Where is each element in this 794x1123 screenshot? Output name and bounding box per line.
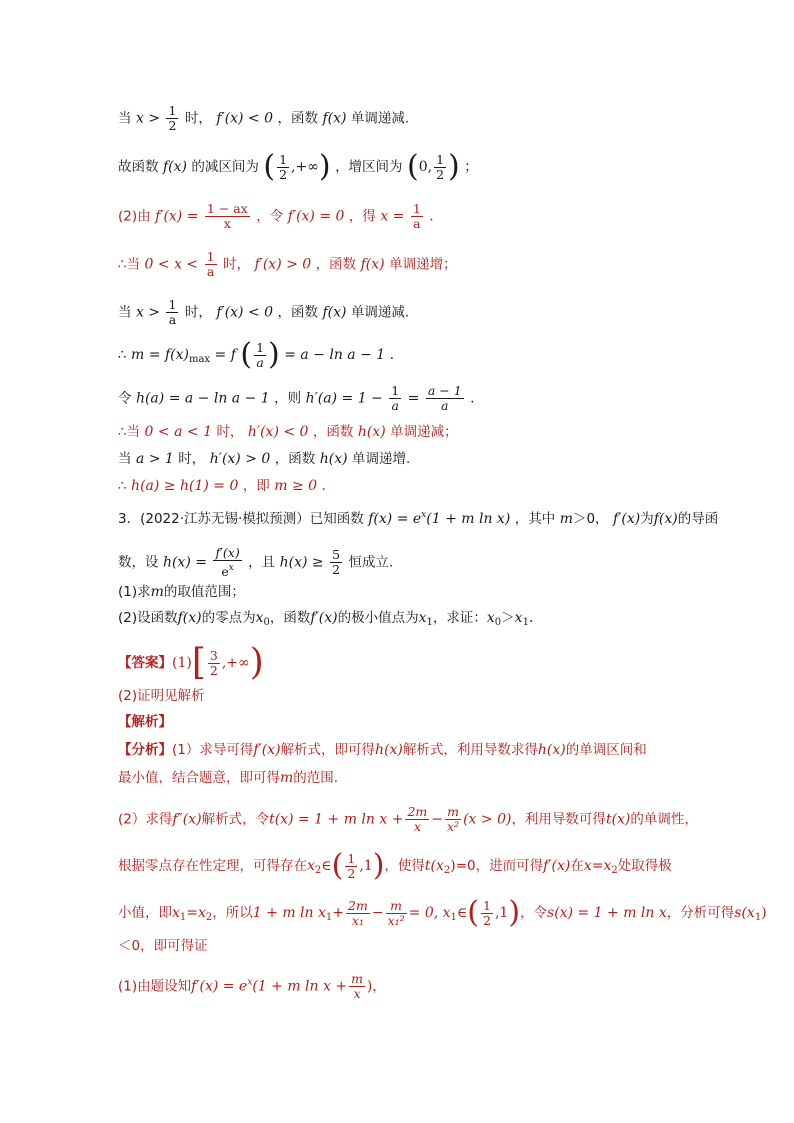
fraction: $\frac{3}{2}$ — [209, 647, 218, 678]
line-14: (2)设函数f(x)的零点为$x_0$，函数f′(x)的极小值点为$x_1$，求证：$x_0>x_1$. — [118, 610, 534, 628]
fraction: $\frac{1}{a}$ — [256, 339, 265, 370]
fraction: $\frac{f'(x)}{e^x}$ — [215, 545, 240, 579]
fraction: $\frac{1 - ax}{x}$ — [206, 201, 248, 231]
fraction: $\frac{1}{a}$ — [391, 383, 400, 413]
fraction: $\frac{1}{a}$ — [168, 297, 177, 327]
fraction: $\frac{1}{2}$ — [168, 103, 177, 133]
line-5: 当 x > $\frac{1}{a}$ 时， f′(x) < 0 ，函数 f(x) 单调递减. — [118, 297, 410, 327]
fraction: $\frac{m}{\text{x²}}$ — [447, 804, 460, 834]
line-3: (2)由 f′(x) = $\frac{1 - ax}{x}$ ，令 f′(x) = 0 ，得 x = $\frac{1}{a}$ . — [118, 201, 434, 231]
fraction: $\frac{1}{2}$ — [436, 151, 445, 182]
line-16: (2)证明见解析 — [118, 688, 205, 704]
line-19: 最小值，结合题意，即可得m的范围. — [118, 770, 339, 786]
line-4: ∴当 0 < x < $\frac{1}{a}$ 时， f′(x) > 0 ，函数 f(x) 单调递增； — [118, 249, 457, 279]
fraction: $\frac{1}{a}$ — [206, 249, 215, 279]
fraction: $\frac{a - 1}{a}$ — [427, 383, 462, 413]
line-7: 令 h(a) = a − ln a − 1 ，则 h′(a) = 1 − $\frac{1}{a}$ = $\frac{a - 1}{a}$ . — [118, 383, 475, 413]
line-2: 故函数 f(x) 的减区间为 ( $\frac{1}{2}$ ,+∞) ，增区间为 (0, $\frac{1}{2}$ ) ； — [118, 149, 478, 184]
line-22: 小值，即$x_1=x_2$，所以1 + m $\ln x_1+$ $\frac{2m}{\text{x₁}}$ − $\frac{m}{\text{x₁²}}$ = 0, $x_1\in$( $\frac{1}{2}$ ,1)，令s(x) = 1 + m ln x，分析可得$s(x_1)$ — [118, 895, 767, 930]
fraction: $\frac{1}{2}$ — [347, 850, 356, 881]
line-9: 当 a > 1 时， h′(x) > 0 ，函数 h(x) 单调递增. — [118, 451, 411, 467]
answer-label: 【答案】 — [118, 655, 172, 671]
fraction: $\frac{m}{x}$ — [351, 971, 363, 1001]
fraction: $\frac{m}{\text{x₁²}}$ — [387, 897, 405, 928]
line-6: ∴ $m = f(x)_{max} = f$ ( $\frac{1}{a}$ ) = a − ln a − 1 . — [118, 337, 395, 372]
line-8: ∴当 0 < a < 1 时， h′(x) < 0 ，函数 h(x) 单调递减； — [118, 424, 458, 440]
fraction: $\frac{2m}{x}$ — [407, 804, 428, 834]
analysis-header: 【解析】 — [118, 714, 172, 730]
fraction: $\frac{2m}{\text{x₁}}$ — [348, 897, 368, 928]
line-24: (1)由题设知$f'(x) = e^x(1 + m$ ln x + $\frac{m}{x}$ )， — [118, 971, 386, 1001]
fraction: $\frac{5}{2}$ — [332, 547, 341, 577]
fraction: $\frac{1}{2}$ — [483, 897, 491, 928]
line-18: 【分析】(1）求导可得f′(x)解析式，即可得h(x)解析式，利用导数求得h(x)的单调区间和 — [118, 742, 647, 758]
answer-line: 【答案】(1)[ $\frac{3}{2}$ ,+∞) — [118, 642, 264, 683]
line-1: 当 x > $\frac{1}{2}$ 时， f′(x) < 0 ，函数 f(x) 单调递减. — [118, 103, 410, 133]
line-21: 根据零点存在性定理，可得存在$x_2\in$( $\frac{1}{2}$ ,1)，使得$t(x_2)=0$，进而可得f′(x)在$x=x_2$处取得极 — [118, 848, 672, 883]
line-12: 数，设 h(x) = $\frac{f'(x)}{e^x}$ ，且 h(x) ≥ $\frac{5}{2}$ 恒成立. — [118, 545, 394, 579]
fraction: $\frac{1}{a}$ — [412, 201, 421, 231]
line-13: (1)求m的取值范围； — [118, 584, 245, 600]
line-23: ＜0，即可得证 — [118, 938, 208, 954]
line-20: (2）求得f″(x)解析式，令t(x) = 1 + m ln x + $\frac{2m}{x}$ − $\frac{m}{\text{x²}}$ (x > 0)，利用导数可得t(x)的单调性， — [118, 804, 698, 834]
fraction: $\frac{1}{2}$ — [279, 151, 288, 182]
line-10: ∴ h(a) ≥ h(1) = 0 ，即 m ≥ 0 . — [118, 478, 326, 494]
line-11: 3．(2022·江苏无锡·模拟预测）已知函数 $f(x) = e^x(1 + m$ ln x) ，其中 m＞0， f′(x)为f(x)的导函 — [118, 510, 719, 527]
